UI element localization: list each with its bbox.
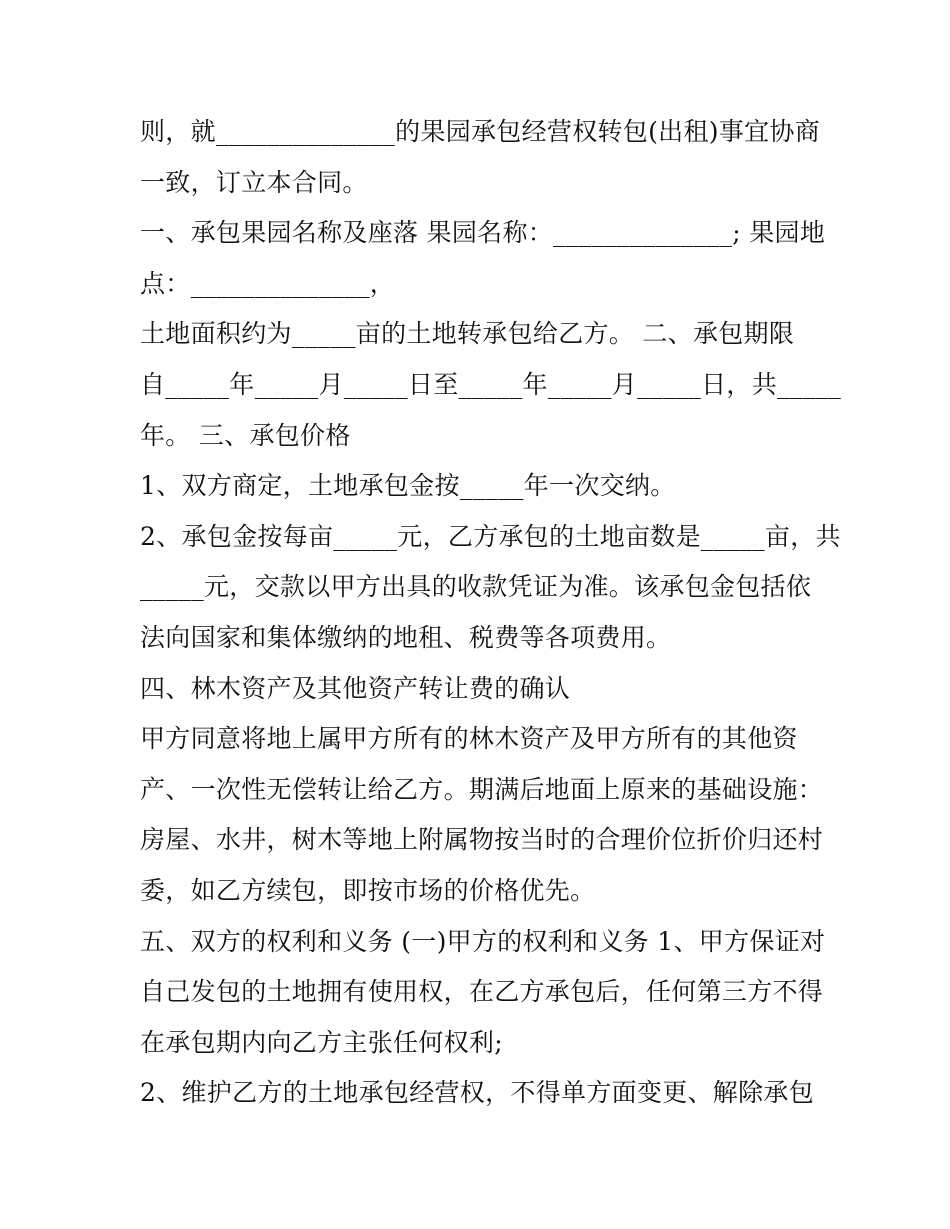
text-line: 自_____年_____月_____日至_____年_____月_____日，共_____ <box>140 369 842 399</box>
section-heading: 四、林木资产及其他资产转让费的确认 <box>140 673 571 703</box>
text-line: 甲方同意将地上属甲方所有的林木资产及甲方所有的其他资 <box>140 724 798 754</box>
text-line: 2、维护乙方的土地承包经营权，不得单方面变更、解除承包 <box>140 1078 815 1108</box>
text-line: 则，就______________的果园承包经营权转包(出租)事宜协商 <box>140 117 821 146</box>
text-line: 法向国家和集体缴纳的地租、税费等各项费用。 <box>140 622 672 652</box>
text-line: 在承包期内向乙方主张任何权利; <box>140 1027 503 1057</box>
text-line: 2、承包金按每亩_____元，乙方承包的土地亩数是_____亩，共 <box>140 521 841 551</box>
text-line: 房屋、水井，树木等地上附属物按当时的合理价位折价归还村 <box>140 825 824 855</box>
text-line: 一、承包果园名称及座落 果园名称：______________; 果园地 <box>140 218 826 248</box>
text-line: 土地面积约为_____亩的土地转承包给乙方。 二、承包期限 <box>140 319 795 349</box>
text-line: 委，如乙方续包，即按市场的价格优先。 <box>140 875 596 905</box>
text-line: _____元，交款以甲方出具的收款凭证为准。该承包金包括依 <box>140 572 812 602</box>
text-line: 点：______________， <box>140 268 396 298</box>
text-line: 年。 三、承包价格 <box>140 420 351 450</box>
text-line: 产、一次性无偿转让给乙方。期满后地面上原来的基础设施： <box>140 774 824 804</box>
text-line: 1、双方商定，土地承包金按_____年一次交纳。 <box>140 471 676 501</box>
text-line: 一致，订立本合同。 <box>140 167 368 197</box>
text-line: 自己发包的土地拥有使用权，在乙方承包后，任何第三方不得 <box>140 977 824 1007</box>
contract-body-text <box>140 107 842 1119</box>
text-line: 五、双方的权利和义务 (一)甲方的权利和义务 1、甲方保证对 <box>140 926 826 956</box>
